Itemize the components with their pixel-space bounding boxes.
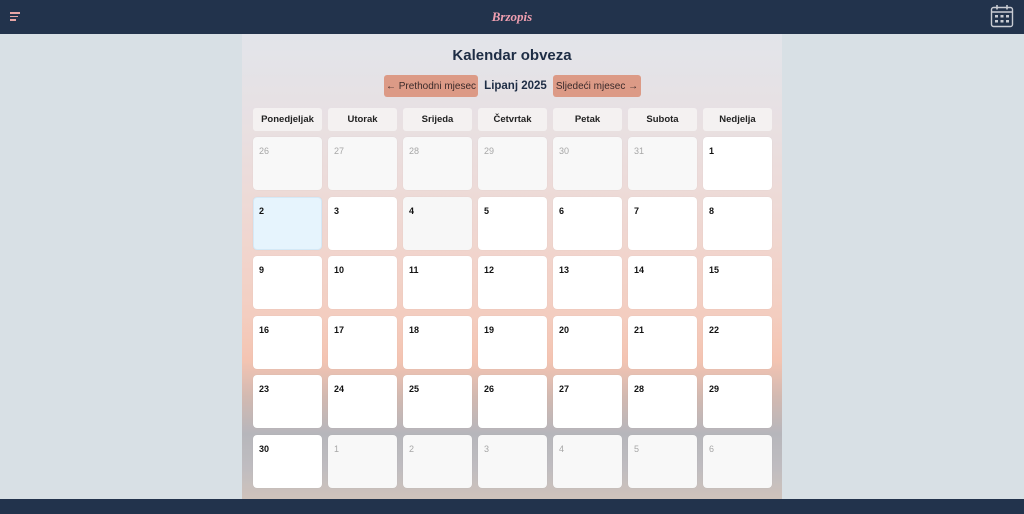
day-number: 26 — [259, 146, 270, 156]
day-number: 28 — [634, 384, 645, 394]
day-number: 27 — [559, 384, 570, 394]
day-number: 24 — [334, 384, 345, 394]
day-cell[interactable] — [478, 137, 547, 190]
day-number: 30 — [559, 146, 570, 156]
day-number: 31 — [634, 146, 645, 156]
day-number: 25 — [409, 384, 420, 394]
weekday-header: Subota — [628, 108, 697, 131]
day-cell[interactable] — [628, 137, 697, 190]
day-cell[interactable] — [703, 137, 772, 190]
day-number: 29 — [484, 146, 495, 156]
day-cell[interactable] — [703, 316, 772, 369]
day-number: 12 — [484, 265, 495, 275]
day-cell[interactable] — [703, 435, 772, 488]
day-cell[interactable] — [328, 137, 397, 190]
day-number: 9 — [259, 265, 265, 275]
day-cell[interactable] — [628, 256, 697, 309]
day-cell[interactable] — [253, 256, 322, 309]
calendar-panel — [242, 34, 782, 499]
day-number: 2 — [259, 206, 265, 216]
day-cell[interactable] — [628, 316, 697, 369]
day-cell[interactable] — [553, 197, 622, 250]
day-cell[interactable] — [628, 197, 697, 250]
day-number: 2 — [409, 444, 415, 454]
day-cell[interactable] — [253, 137, 322, 190]
day-number: 8 — [709, 206, 715, 216]
weekday-header: Ponedjeljak — [253, 108, 322, 131]
day-number: 5 — [634, 444, 640, 454]
footer-bar — [0, 499, 1024, 514]
day-cell-today[interactable] — [253, 197, 322, 250]
day-number: 26 — [484, 384, 495, 394]
day-number: 14 — [634, 265, 645, 275]
day-number: 1 — [334, 444, 340, 454]
day-cell[interactable] — [478, 435, 547, 488]
day-cell[interactable] — [403, 197, 472, 250]
day-number: 3 — [334, 206, 340, 216]
day-cell[interactable] — [478, 316, 547, 369]
day-cell[interactable] — [328, 256, 397, 309]
day-cell[interactable] — [403, 435, 472, 488]
day-number: 18 — [409, 325, 420, 335]
day-number: 30 — [259, 444, 270, 454]
day-cell[interactable] — [403, 137, 472, 190]
day-number: 4 — [559, 444, 565, 454]
weekday-header: Utorak — [328, 108, 397, 131]
day-cell[interactable] — [328, 197, 397, 250]
day-number: 4 — [409, 206, 415, 216]
weekday-header: Četvrtak — [478, 108, 547, 131]
day-number: 22 — [709, 325, 720, 335]
next-month-button[interactable]: Sljedeći mjesec → — [553, 75, 641, 97]
day-cell[interactable] — [328, 375, 397, 428]
day-cell[interactable] — [328, 435, 397, 488]
day-number: 5 — [484, 206, 490, 216]
day-number: 17 — [334, 325, 345, 335]
day-cell[interactable] — [328, 316, 397, 369]
day-number: 10 — [334, 265, 345, 275]
day-cell[interactable] — [253, 435, 322, 488]
weekday-header: Petak — [553, 108, 622, 131]
day-number: 27 — [334, 146, 345, 156]
day-number: 11 — [409, 265, 419, 275]
day-number: 20 — [559, 325, 570, 335]
day-cell[interactable] — [253, 316, 322, 369]
day-number: 21 — [634, 325, 645, 335]
day-cell[interactable] — [553, 256, 622, 309]
day-number: 6 — [559, 206, 565, 216]
month-label: Lipanj 2025 — [484, 80, 547, 92]
day-cell[interactable] — [553, 316, 622, 369]
day-number: 7 — [634, 206, 640, 216]
day-cell[interactable] — [703, 197, 772, 250]
day-number: 29 — [709, 384, 720, 394]
day-cell[interactable] — [553, 435, 622, 488]
day-cell[interactable] — [628, 375, 697, 428]
day-number: 15 — [709, 265, 720, 275]
day-cell[interactable] — [478, 256, 547, 309]
day-number: 23 — [259, 384, 270, 394]
day-number: 3 — [484, 444, 490, 454]
day-number: 19 — [484, 325, 495, 335]
day-cell[interactable] — [553, 137, 622, 190]
top-bar — [0, 0, 1024, 34]
day-cell[interactable] — [478, 197, 547, 250]
day-cell[interactable] — [403, 316, 472, 369]
day-number: 13 — [559, 265, 570, 275]
calendar-icon[interactable] — [990, 4, 1014, 28]
day-cell[interactable] — [253, 375, 322, 428]
day-cell[interactable] — [478, 375, 547, 428]
day-number: 16 — [259, 325, 270, 335]
day-cell[interactable] — [403, 375, 472, 428]
day-cell[interactable] — [553, 375, 622, 428]
calendar-title: Kalendar obveza — [452, 47, 572, 64]
day-number: 28 — [409, 146, 420, 156]
day-cell[interactable] — [403, 256, 472, 309]
day-number: 1 — [709, 146, 715, 156]
weekday-header: Nedjelja — [703, 108, 772, 131]
day-cell[interactable] — [628, 435, 697, 488]
day-cell[interactable] — [703, 256, 772, 309]
day-number: 6 — [709, 444, 715, 454]
prev-month-button[interactable]: ← Prethodni mjesec — [384, 75, 478, 97]
day-cell[interactable] — [703, 375, 772, 428]
weekday-header: Srijeda — [403, 108, 472, 131]
app-brand: Brzopis — [491, 9, 533, 24]
